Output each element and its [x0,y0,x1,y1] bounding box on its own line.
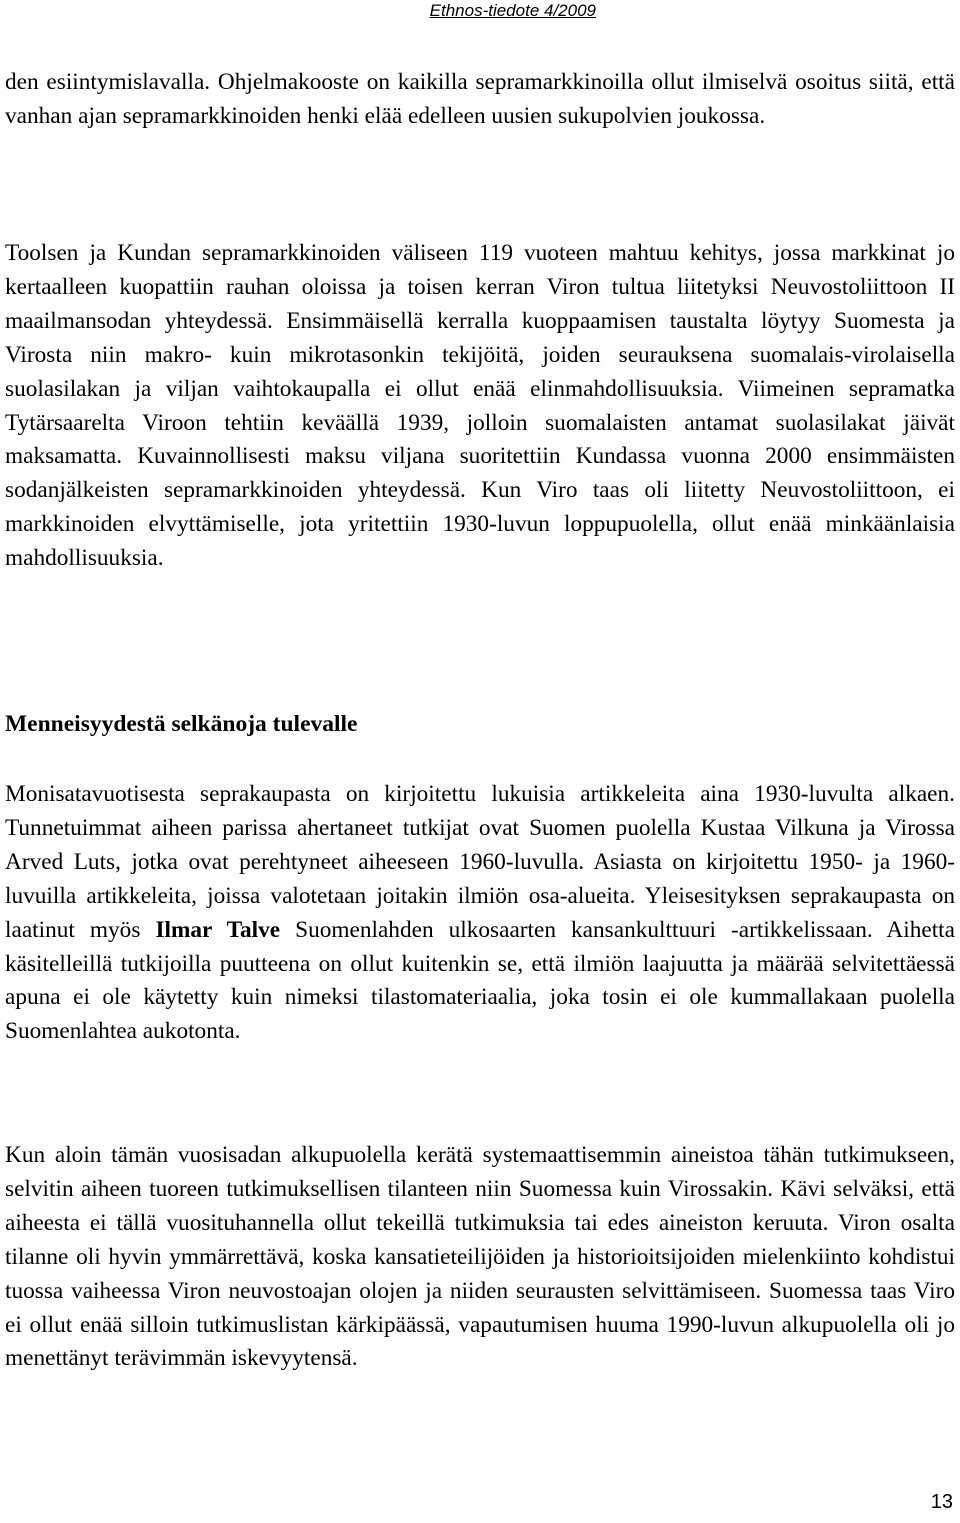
paragraph-text-after-name: Suomenlahden ulkosaarten kansankulttuuri -artikkelissaan. Aihetta käsitelleillä tutkijoilla puutteena on ollut kuitenkin se, että ilmiön laajuutta ja määrää selvitettäessä apuna ei ole käytetty kuin nimeksi tilastomateriaalia, joka tosin ei ole kummallakaan puolella Suomenlahtea aukotonta. [5,916,955,1045]
running-header: Ethnos-tiedote 4/2009 [429,1,596,20]
body-paragraph-2: Toolsen ja Kundan sepramarkkinoiden väliseen 119 vuoteen mahtuu kehitys, jossa markkinat jo kertaalleen kuopattiin rauhan oloissa ja toisen kerran Viron tultua liitetyksi Neuvostoliittoon II maailmansodan yhteydessä. Ensimmäisellä kerralla kuoppaamisen taustalta löytyy Suomesta ja Virosta niin makro- kuin mikrotasonkin tekijöitä, joiden seurauksena suomalais-virolaisella suolasilakan ja viljan vaihtokaupalla ei ollut enää elinmahdollisuuksia. Viimeinen sepramatka Tytärsaarelta Viroon tehtiin keväällä 1939, jolloin suomalaisten antamat suolasilakat jäivät maksamatta. Kuvainnollisesti maksu viljana suoritettiin Kundassa vuonna 2000 ensimmäisten sodanjälkeisten sepramarkkinoiden yhteydessä. Kun Viro taas oli liitetty Neuvostoliittoon, ei markkinoiden elvyttämiselle, jota yritettiin 1930-luvun loppupuolella, ollut enää minkäänlaisia mahdollisuuksia. [5,240,955,572]
section-paragraph-2: Kun aloin tämän vuosisadan alkupuolella kerätä systemaattisemmin aineistoa tähän tutkimukseen, selvitin aiheen tuoreen tutkimuksellisen tilanteen niin Suomessa kuin Virossakin. Kävi selväksi, että aiheesta ei tällä vuosituhannella ollut tekeillä tutkimuksia tai edes aineiston keruuta. Viron osalta tilanne oli hyvin ymmärrettävä, koska kansatieteilijöiden ja historioitsijoiden mielenkiinto kohdistui tuossa vaiheessa Viron neuvostoajan olojen ja niiden seurausten selvittämiseen. Suomessa taas Viro ei ollut enää silloin tutkimuslistan kärkipäässä, vapautumisen huuma 1990-luvun alkupuolella oli jo menettänyt terävimmän iskevyytensä. [5,1142,955,1372]
section-heading: Menneisyydestä selkänoja tulevalle [5,711,358,737]
emphasized-author-name: Ilmar Talve [155,916,281,943]
paragraph-text-before-name: Monisatavuotisesta seprakaupasta on kirjoitettu lukuisia artikkeleita aina 1930-luvulta alkaen. Tunnetuimmat aiheen parissa ahertaneet tutkijat ovat Suomen puolella Kustaa Vilkuna ja Virossa Arved Luts, jotka ovat perehtyneet aiheeseen 1960-luvulla. Asiasta on kirjoitettu 1950- ja 1960-luvuilla artikkeleita, joissa valotetaan joitakin ilmiön osa-alueita. Yleisesityksen seprakaupasta on laatinut myös [5,781,955,943]
page-number: 13 [930,1491,953,1513]
section-paragraph-1 [5,778,955,1049]
body-paragraph-1: den esiintymislavalla. Ohjelmakooste on kaikilla sepramarkkinoilla ollut ilmiselvä osoitus siitä, että vanhan ajan sepramarkkinoiden henki elää edelleen uusien sukupolvien joukossa. [5,69,955,129]
